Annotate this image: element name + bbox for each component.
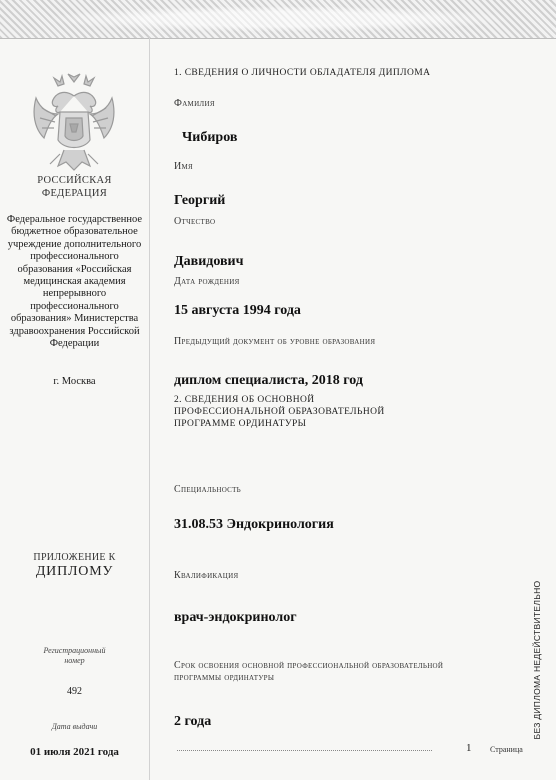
footer-dotted-line [177,750,432,751]
appendix-title-line1: ПРИЛОЖЕНИЕ К [33,552,116,563]
issue-date: 01 июля 2021 года [30,746,119,758]
coat-of-arms-emblem [28,68,120,178]
vertical-validity-text: БЕЗ ДИПЛОМА НЕДЕЙСТВИТЕЛЬНО [532,580,542,740]
city: г. Москва [53,376,96,387]
appendix-title-line2: ДИПЛОМУ [35,564,114,579]
specialty-value: 31.08.53 Эндокринология [174,517,334,532]
first-name-label: Имя [174,161,194,172]
issue-date-label: Дата выдачи [51,722,98,731]
decorative-guilloche-border [0,0,556,39]
right-column [150,38,556,780]
page-number: 1 [466,742,472,754]
country-name: РОССИЙСКАЯ ФЕДЕРАЦИЯ [37,175,112,199]
page-label: Страница [490,745,523,754]
section2-title: 2. СВЕДЕНИЯ ОБ ОСНОВНОЙ ПРОФЕССИОНАЛЬНОЙ ОБРАЗОВАТЕЛЬНОЙ ПРОГРАММЕ ОРДИНАТУРЫ [174,395,385,429]
first-name-value: Георгий [174,193,226,208]
registration-number-label: Регистрационный номер [43,646,106,665]
qualification-label: Квалификация [174,570,239,581]
birth-date-value: 15 августа 1994 года [174,303,301,318]
birth-date-label: Дата рождения [174,276,240,287]
institution-name: Федеральное государственное бюджетное образовательное учреждение дополнительного профессионального образования «Российская медицинская академия непрерывного профессионального образования» Министерства здравоохранения Российской Федерации [6,214,143,350]
previous-document-label: Предыдущий документ об уровне образования [174,336,376,347]
qualification-value: врач-эндокринолог [174,610,297,625]
specialty-label: Специальность [174,484,241,495]
previous-document-value: диплом специалиста, 2018 год [174,373,363,388]
duration-label: Срок освоения основной профессиональной образовательной программы ординатуры [174,660,444,683]
surname-label: Фамилия [174,98,215,109]
patronymic-value: Давидович [174,254,244,269]
left-column [0,38,149,780]
duration-value: 2 года [174,714,212,729]
vertical-validity-note [527,580,547,740]
section1-title: 1. СВЕДЕНИЯ О ЛИЧНОСТИ ОБЛАДАТЕЛЯ ДИПЛОМА [174,68,431,78]
surname-value: Чибиров [182,130,238,145]
registration-number: 492 [67,686,82,697]
patronymic-label: Отчество [174,216,216,227]
